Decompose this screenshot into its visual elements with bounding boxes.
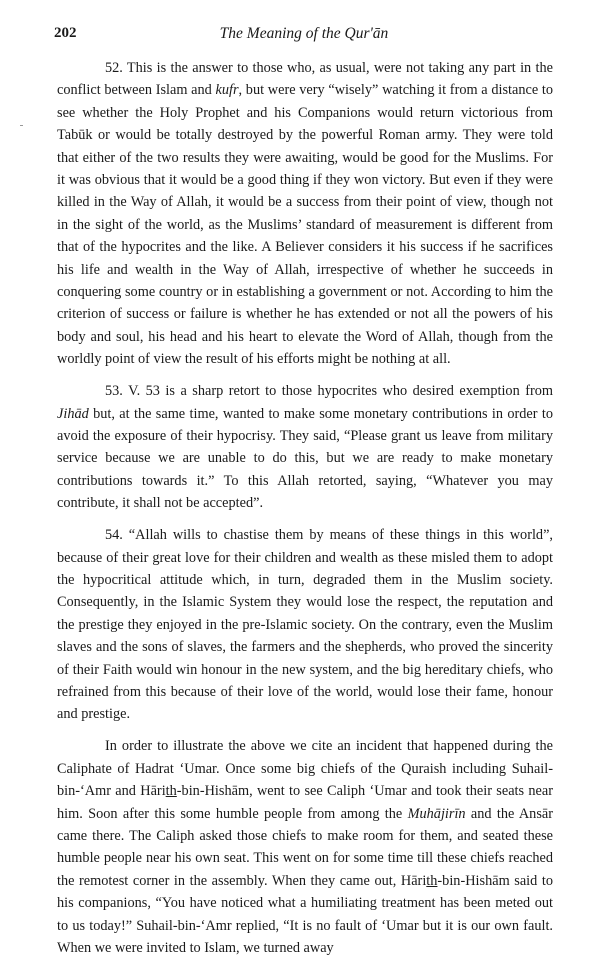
- text-segment: -bin-Hishām said to his companions, “You have noticed what a humiliating treatment has been meted out to us today!” Suhail-bin-‘Amr replied, “It is no fault of ‘Umar but it is our own fault. When we were invited to Islam, we turned away: [57, 872, 553, 956]
- text-segment: 53. V. 53 is a sharp retort to those hypocrites who desired exemption from: [105, 383, 553, 400]
- underlined-transliteration: th: [426, 872, 438, 889]
- page-number: 202: [54, 25, 77, 41]
- underlined-transliteration: th: [165, 783, 177, 800]
- text-segment: -bin-Hishām, went to see Caliph ‘Umar and took their seats near him. Soon after this some humble people from among the: [57, 783, 553, 822]
- text-segment: In order to illustrate the above we cite an incident that happened during the Caliphate of Hadrat ‘Umar. Once some big chiefs of the Quraish including Suhail-bin-‘Amr and Hāri: [57, 738, 553, 800]
- text-segment: but, at the same time, wanted to make some monetary contributions in order to avoid the exposure of their hypocrisy. They said, “Please grant us leave from military service because we are unable to do this, but we are ready to make monetary contributions towards it.” To this Allah retorted, saying, “Whatever you may contribute, it shall not be accepted”.: [57, 405, 553, 512]
- running-header: [54, 25, 554, 47]
- scan-speck: [20, 125, 23, 126]
- body-text: [57, 57, 553, 959]
- text-segment: and the Ansār came there. The Caliph asked those chiefs to make room for them, and seated these humble people near his own seat. This went on for some time till these chiefs reached the remotest corner in the assembly. When they came out, Hāri: [57, 805, 553, 889]
- text-segment: 54. “Allah wills to chastise them by means of these things in this world”, because of their great love for their children and wealth as these misled them to adopt the hypocritical attitude which, in turn, degraded them in the Muslim society. Consequently, in the Islamic System they would lose the respect, the reputation and the prestige they enjoyed in the pre-Islamic society. On the contrary, even the Muslim slaves and the sons of slaves, the farmers and the shepherds, who proved the sincerity of their Faith would win honour in the new system, and the big hereditary chiefs, who refrained from this because of their love of the world, would lose their fame, honour and prestige.: [57, 527, 553, 723]
- text-segment: 52. This is the answer to those who, as usual, were not taking any part in the conflict between Islam and: [57, 60, 553, 99]
- italic-term-kufr: kufr: [215, 82, 239, 99]
- paragraph-incident: [57, 735, 553, 959]
- italic-term-jihad: Jihād: [57, 405, 89, 422]
- italic-term-muhajirin: Muhājirīn: [407, 805, 466, 822]
- text-segment: , but were very “wisely” watching it from a distance to see whether the Holy Prophet and his Companions would return victorious from Tabūk or would be totally destroyed by the powerful Roman army. They were told that either of the two results they were awaiting, would be good for the Muslims. For it was obvious that it would be a good thing if they won victory. But even if they were killed in the Way of Allah, it would be a success from their point of view, though not in the sight of the world, as the Muslims’ standard of measurement is different from that of the hypocrites and the like. A Believer considers it his success if he sacrifices his life and wealth in the Way of Allah, irrespective of whether he succeeds in conquering some country or in establishing a government or not. According to him the criterion of success or failure is whether he has extended or not all the powers of his body and soul, his head and his heart to elevate the Word of Allah, though from the worldly point of view the result of his efforts might be nothing at all.: [57, 82, 554, 368]
- paragraph-52: [57, 57, 553, 371]
- paragraph-54: [57, 524, 553, 726]
- book-title: The Meaning of the Qur'ān: [219, 25, 389, 42]
- paragraph-53: [57, 380, 553, 514]
